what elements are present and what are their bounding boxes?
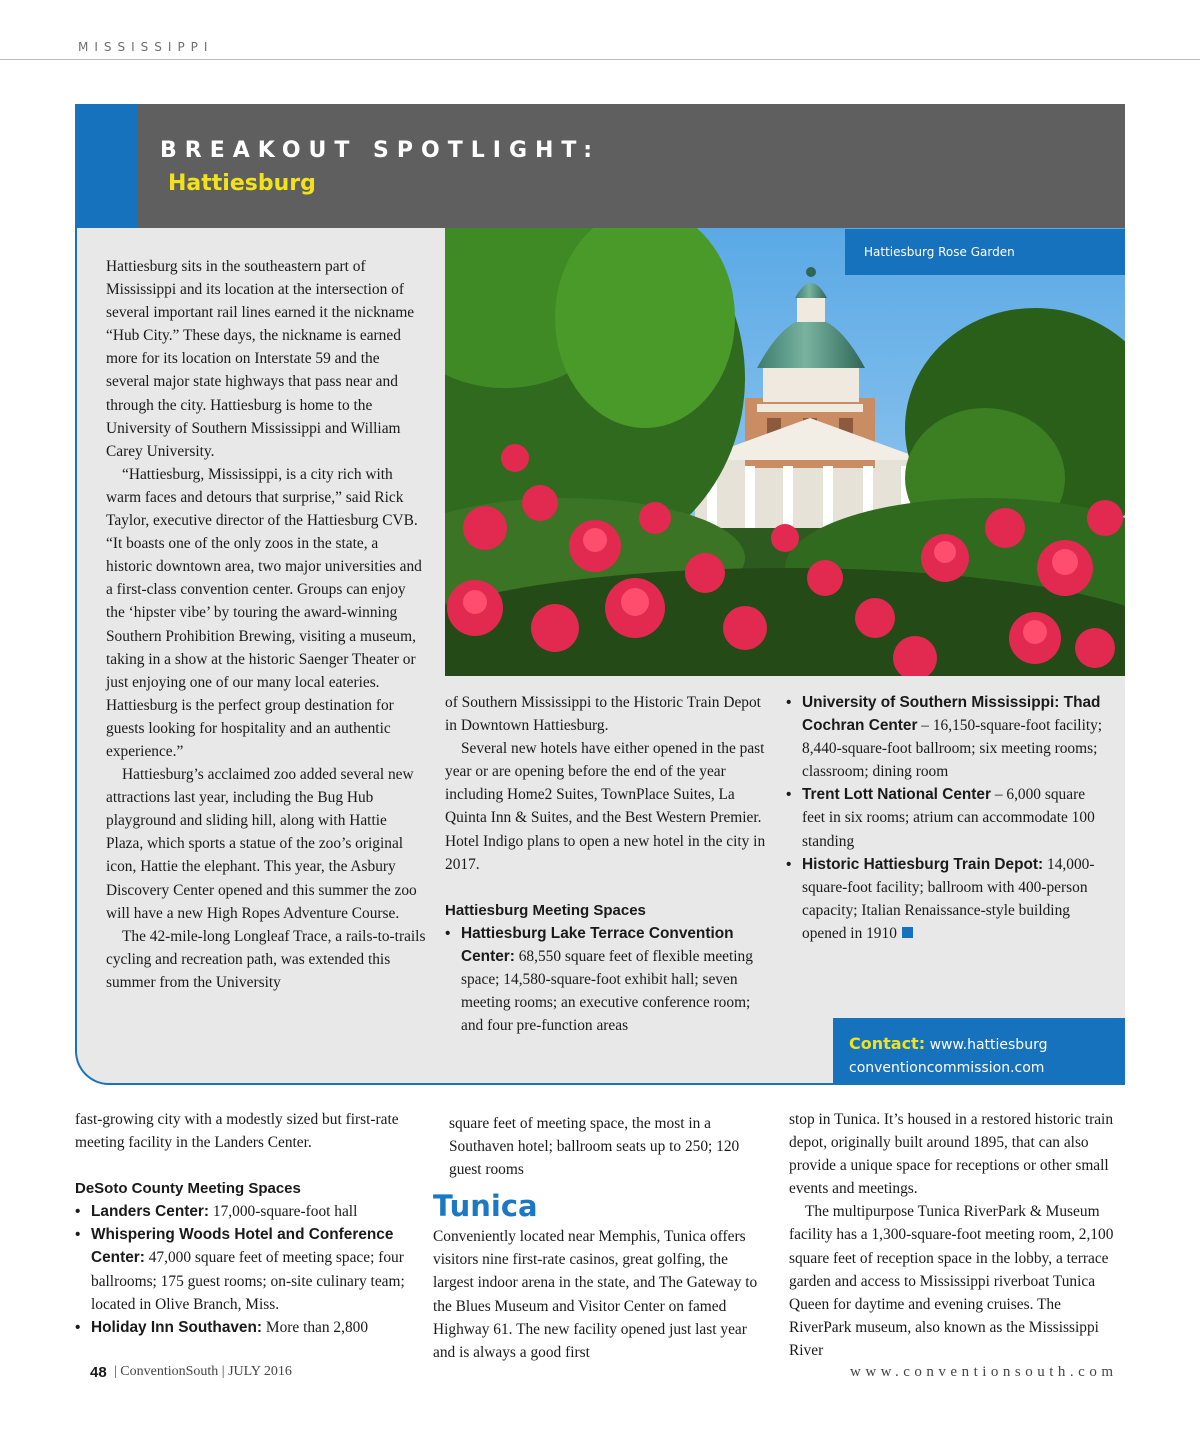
paragraph: “Hattiesburg, Mississippi, is a city rich with warm faces and detours that surprise,” said Rick Taylor, executive director of the Hattiesburg CVB. “It boasts one of the only zoos in the state, a historic downtown area, two major universities and a first-class convention center. Groups can enjoy the ‘hipster vibe’ by touring the award-winning Southern Prohibition Brewing, visiting a museum, taking in a show at the historic Saenger Theater or just enjoying one of our many local eateries. Hattiesburg is the perfect group destination for guests looking for hospitality and an authentic experience.” xyxy=(106,465,422,760)
breakout-column-2 xyxy=(445,691,767,1037)
venue-item: • Hattiesburg Lake Terrace Convention Center: 68,550 square feet of flexible meeting space; 14,580-square-foot exhibit hall; seven meeting rooms; an executive conference room; and four pre-function areas xyxy=(445,924,753,1035)
contact-label: Contact: xyxy=(849,1034,926,1053)
section-label: MISSISSIPPI xyxy=(78,40,214,54)
contact-url-line1[interactable]: www.hattiesburg xyxy=(929,1037,1048,1053)
venue-name: Landers Center: xyxy=(91,1203,210,1221)
breakout-accent-bar xyxy=(75,104,137,228)
paragraph: The multipurpose Tunica RiverPark & Museum facility has a 1,300-square-foot meeting room, 2,100 square feet of reception space in the lobby, a terrace garden and access to Mississippi riverboat Tunica Queen for daytime and evening cruises. The RiverPark museum, also known as the Mississippi River xyxy=(789,1203,1114,1359)
lower-column-1 xyxy=(75,1108,413,1339)
lower-column-3 xyxy=(789,1108,1125,1362)
venue-item: • Historic Hattiesburg Train Depot: 14,000-square-foot facility; ballroom with 400-person capacity; Italian Renaissance-style building opened in 1910 xyxy=(786,855,1095,942)
meeting-spaces-heading: Hattiesburg Meeting Spaces xyxy=(445,901,646,919)
paragraph: square feet of meeting space, the most in a Southaven hotel; ballroom seats up to 250; 120 guest rooms xyxy=(449,1115,740,1179)
end-mark-icon xyxy=(902,927,913,938)
rose-garden-photo xyxy=(445,228,1125,676)
paragraph: Several new hotels have either opened in the past year or are opening before the end of the year including Home2 Suites, TownPlace Suites, La Quinta Inn & Suites, and the Best Western Premier. Hotel Indigo plans to open a new hotel in the city in 2017. xyxy=(445,740,766,873)
venue-item: • Landers Center: 17,000-square-foot hall xyxy=(75,1203,358,1221)
contact-url-line2[interactable]: conventioncommission.com xyxy=(849,1060,1045,1076)
photo-caption: Hattiesburg Rose Garden xyxy=(845,229,1125,275)
tunica-heading: Tunica xyxy=(433,1189,538,1224)
venue-desc: – 6,000 square feet in six rooms; atrium can accommodate 100 standing xyxy=(802,786,1095,850)
paragraph: of Southern Mississippi to the Historic Train Depot in Downtown Hattiesburg. xyxy=(445,694,761,735)
page-number: 48 xyxy=(90,1364,107,1381)
desoto-heading: DeSoto County Meeting Spaces xyxy=(75,1180,301,1198)
venue-name: Historic Hattiesburg Train Depot: xyxy=(802,855,1044,873)
venue-desc: 14,000-square-foot facility; ballroom with 400-person capacity; Italian Renaissance-style building opened in 1910 xyxy=(802,855,1095,942)
header-divider xyxy=(0,59,1200,60)
breakout-city: Hattiesburg xyxy=(168,171,316,196)
breakout-column-1 xyxy=(106,255,426,994)
paragraph: Hattiesburg’s acclaimed zoo added several new attractions last year, including the Bug Hub playground and sliding hill, along with Hattie Plaza, which sports a statue of the zoo’s original icon, Hattie the elephant. This year, the Asbury Discovery Center opened and this summer the zoo will have a new High Ropes Adventure Course. xyxy=(106,766,417,922)
venue-desc: – 16,150-square-foot facility; 8,440-square-foot ballroom; six meeting rooms; classroom; dining room xyxy=(802,717,1103,781)
venue-desc: 68,550 square feet of flexible meeting space; 14,580-square-foot exhibit hall; seven meeting rooms; an executive conference room; and four pre-function areas xyxy=(461,947,753,1035)
venue-item: • University of Southern Mississippi: Thad Cochran Center – 16,150-square-foot facility; 8,440-square-foot ballroom; six meeting rooms; classroom; dining room xyxy=(786,694,1103,781)
paragraph: Conveniently located near Memphis, Tunica offers visitors nine first-rate casinos, great golfing, the largest indoor arena in the state, and The Gateway to the Blues Museum and Visitor Center on famed Highway 61. The new facility opened just last year and is always a good first xyxy=(433,1228,758,1361)
paragraph: fast-growing city with a modestly sized but first-rate meeting facility in the Landers Center. xyxy=(75,1111,399,1152)
contact-box xyxy=(833,1018,1125,1085)
breakout-column-3 xyxy=(786,691,1106,945)
venue-name: Hattiesburg Lake Terrace Convention Center: xyxy=(461,924,734,965)
venue-desc: More than 2,800 xyxy=(262,1318,369,1336)
paragraph: The 42-mile-long Longleaf Trace, a rails-to-trails cycling and recreation path, was extended this summer from the University xyxy=(106,927,426,991)
venue-item: • Whispering Woods Hotel and Conference Center: 47,000 square feet of meeting space; four ballrooms; 175 guest rooms; on-site culinary team; located in Olive Branch, Miss. xyxy=(75,1226,405,1313)
venue-desc: 47,000 square feet of meeting space; four ballrooms; 175 guest rooms; on-site culinary team; located in Olive Branch, Miss. xyxy=(91,1249,405,1313)
breakout-header xyxy=(75,104,1125,228)
breakout-title: BREAKOUT SPOTLIGHT: xyxy=(160,138,601,163)
venue-desc: 17,000-square-foot hall xyxy=(209,1203,358,1221)
venue-name: University of Southern Mississippi: Thad Cochran Center xyxy=(802,694,1101,735)
venue-item: • Trent Lott National Center – 6,000 square feet in six rooms; atrium can accommodate 100 standing xyxy=(786,786,1095,850)
venue-name: Holiday Inn Southaven: xyxy=(91,1318,263,1336)
venue-name: Trent Lott National Center xyxy=(802,786,991,804)
venue-name: Whispering Woods Hotel and Conference Center: xyxy=(91,1226,394,1267)
venue-item: • Holiday Inn Southaven: More than 2,800 xyxy=(75,1318,369,1336)
footer-magazine: | ConventionSouth | JULY 2016 xyxy=(114,1364,292,1379)
breakout-box xyxy=(75,104,1125,1085)
paragraph: stop in Tunica. It’s housed in a restored historic train depot, originally built around 1895, that can also provide a unique space for receptions or other small events and meetings. xyxy=(789,1111,1114,1198)
footer-url[interactable]: www.conventionsouth.com xyxy=(850,1364,1118,1380)
lower-column-2 xyxy=(433,1112,769,1364)
paragraph: Hattiesburg sits in the southeastern part of Mississippi and its location at the intersection of several important rail lines earned it the nickname “Hub City.” These days, the nickname is earned more for its location on Interstate 59 and the several major state highways that pass near and through the city. Hattiesburg is home to the University of Southern Mississippi and William Carey University. xyxy=(106,258,415,460)
